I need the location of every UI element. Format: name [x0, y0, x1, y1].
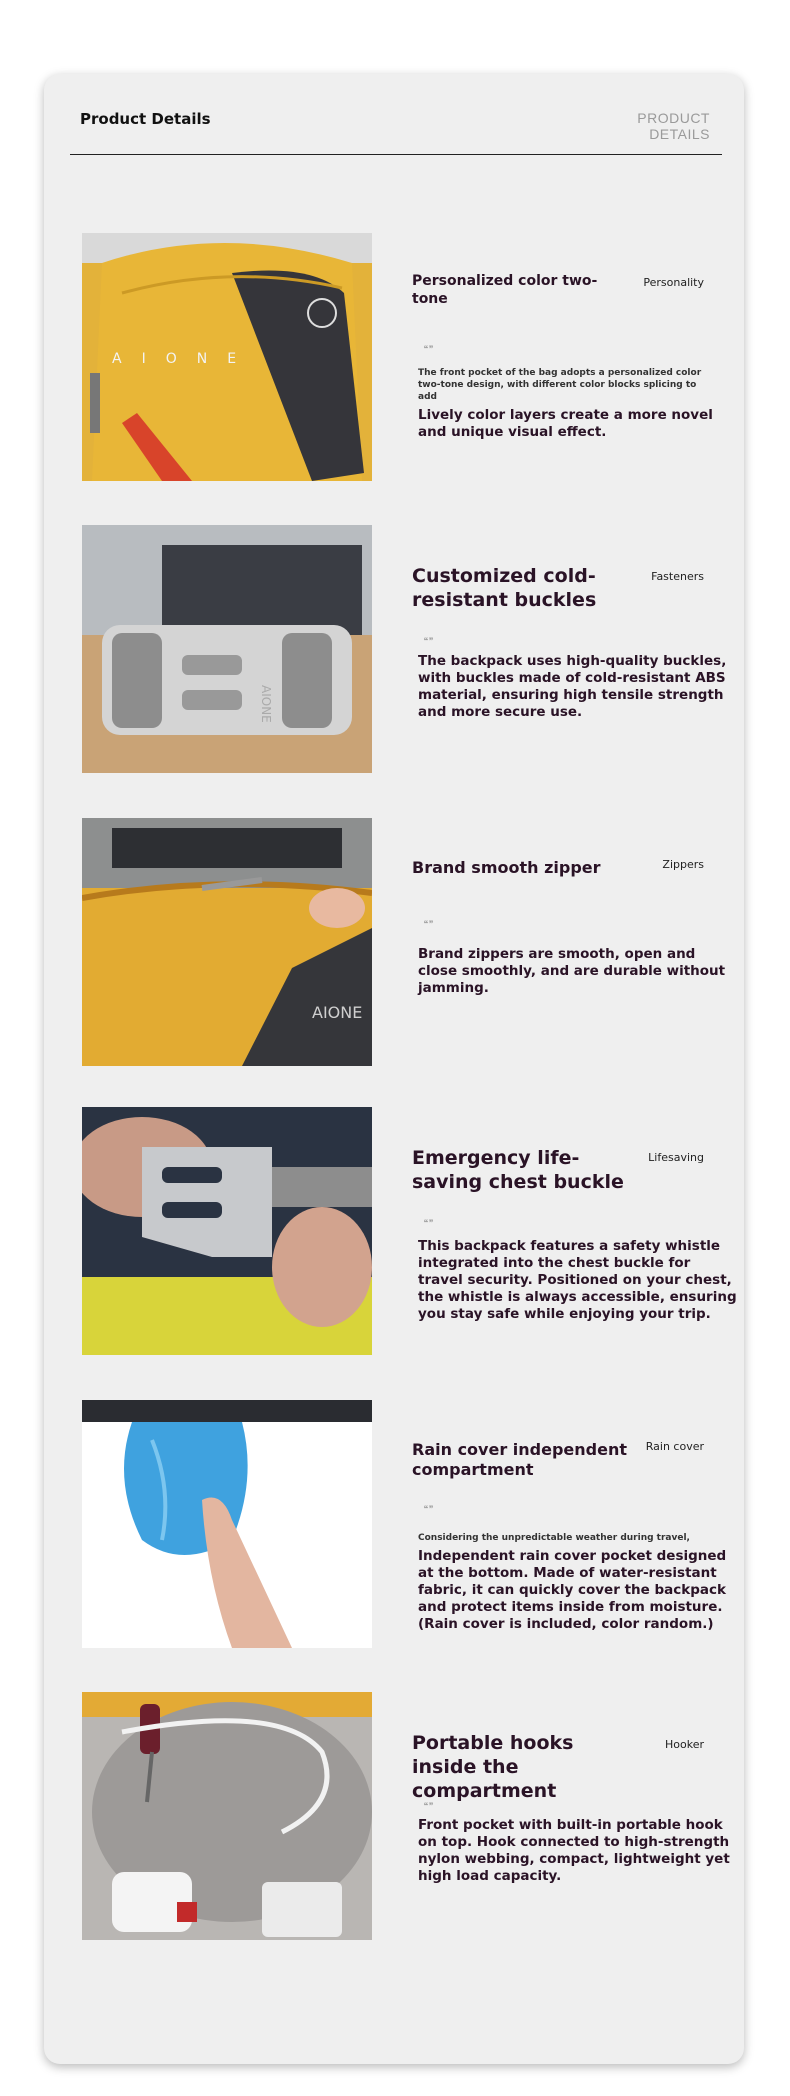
feature-title: Emergency life-saving chest buckle — [412, 1147, 624, 1193]
page-subtitle-line2: DETAILS — [649, 126, 710, 142]
feature-tag: Personality — [643, 276, 704, 289]
feature-title: Customized cold-resistant buckles — [412, 565, 597, 611]
chest-buckle-whistle-photo — [82, 1107, 372, 1355]
quote-icon: “” — [424, 1503, 434, 1517]
svg-text:AIONE: AIONE — [312, 1003, 363, 1022]
feature-tag: Fasteners — [651, 570, 704, 583]
page-subtitle — [590, 110, 710, 142]
feature-description: Lively color layers create a more novel and unique visual effect. — [418, 407, 713, 440]
feature-row-rain-cover — [82, 1400, 727, 1650]
svg-text:AIONE: AIONE — [259, 685, 273, 723]
feature-description: The backpack uses high-quality buckles, with buckles made of cold-resistant ABS material, ensuring high tensile strength and more secure use. — [418, 653, 727, 720]
feature-row-chest-buckle — [82, 1107, 737, 1357]
feature-tag: Rain cover — [645, 1440, 704, 1453]
page-title: Product Details — [80, 110, 211, 128]
feature-tag: Hooker — [665, 1738, 704, 1751]
feature-title: Personalized color two-tone — [412, 273, 598, 307]
feature-description: Front pocket with built-in portable hook on top. Hook connected to high-strength nylon webbing, compact, lightweight yet high load capacity. — [418, 1817, 730, 1884]
feature-note: The front pocket of the bag adopts a personalized color two-tone design, with different color blocks splicing to add — [418, 368, 702, 402]
feature-title: Brand smooth zipper — [412, 858, 601, 877]
feature-row-color — [82, 233, 722, 483]
feature-tag: Zippers — [662, 858, 704, 871]
feature-row-zipper — [82, 818, 726, 1068]
page-subtitle-line1: PRODUCT — [637, 110, 710, 126]
feature-note: Considering the unpredictable weather during travel, — [418, 1533, 690, 1543]
svg-text:AIONE: AIONE — [112, 351, 257, 367]
quote-icon: “” — [424, 1800, 434, 1814]
backpack-front-pocket-photo — [82, 233, 372, 481]
feature-title: Portable hooks inside the compartment — [412, 1732, 574, 1802]
quote-icon: “” — [424, 918, 434, 932]
rain-cover-photo — [82, 1400, 372, 1648]
feature-description: This backpack features a safety whistle integrated into the chest buckle for travel security. Positioned on your chest, the whistle is always accessible, ensuring you stay safe while enjoying your trip. — [418, 1238, 737, 1322]
feature-row-hooks — [82, 1692, 730, 1942]
buckle-closeup-photo — [82, 525, 372, 773]
feature-description: Brand zippers are smooth, open and close smoothly, and are durable without jamming. — [418, 946, 726, 996]
feature-row-buckles — [82, 525, 727, 775]
feature-description: Independent rain cover pocket designed at the bottom. Made of water-resistant fabric, it can quickly cover the backpack and protect items inside from moisture. (Rain cover is included, color random.) — [418, 1548, 727, 1632]
quote-icon: “” — [424, 635, 434, 649]
feature-title: Rain cover independent compartment — [412, 1440, 627, 1479]
zipper-photo — [82, 818, 372, 1066]
quote-icon: “” — [424, 1217, 434, 1231]
header-divider — [70, 154, 722, 155]
quote-icon: “” — [424, 343, 434, 357]
feature-tag: Lifesaving — [648, 1151, 704, 1164]
inner-hook-photo — [82, 1692, 372, 1940]
